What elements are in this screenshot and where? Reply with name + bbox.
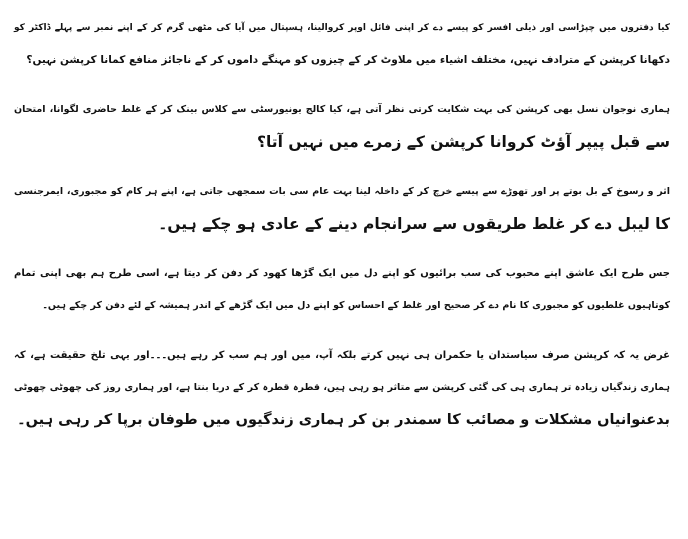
paragraph-line: کیا دفتروں میں چپڑاسی اور ذیلی افسر کو پیسے دے کر اپنی فائل اوپر کروالینا، ہسپتال میں آیا کی مٹھی گرم کر کے اپنے نمبر سے پہلے ڈاکٹر کو [14, 23, 670, 33]
paragraph-line: کا لیبل دے کر غلط طریقوں سے سرانجام دینے کے عادی ہو چکے ہیں۔ [158, 215, 670, 233]
paragraph-line: ہماری زندگیاں زیادہ تر ہماری ہی کی گئی کرپشن سے متاثر ہو رہی ہیں، قطرہ قطرہ کر کے دریا بنتا ہے، اور ہماری روز کی چھوٹی چھوٹی [14, 382, 670, 393]
paragraph-line: دکھانا کرپشن کے مترادف نہیں، مختلف اشیاء میں ملاوٹ کر کے چیزوں کو مہنگے داموں کر کے ناجائز منافع کمانا کرپشن نہیں؟ [26, 54, 670, 66]
paragraph-line: جس طرح ایک عاشق اپنے محبوب کی سب برائیوں کو اپنے دل میں ایک گڑھا کھود کر دفن کر دیتا ہے، اسی طرح ہم بھی اپنی تمام [14, 268, 670, 279]
paragraph-1 [14, 12, 670, 76]
paragraph-4 [14, 258, 670, 322]
paragraph-5 [14, 340, 670, 436]
paragraph-line: بدعنوانیاں مشکلات و مصائب کا سمندر بن کر ہماری زندگیوں میں طوفان برپا کر رہی ہیں۔ [17, 412, 670, 428]
paragraph-2 [14, 94, 670, 158]
paragraph-line: سے قبل پیپر آؤٹ کروانا کرپشن کے زمرے میں نہیں آتا؟ [256, 133, 670, 151]
paragraph-line: اثر و رسوخ کے بل بوتے پر اور تھوڑے سے پیسے خرچ کر کے داخلہ لینا بہت عام سی بات سمجھی جاتی ہے، اپنے ہر کام کو مجبوری، ایمرجنسی [14, 186, 670, 197]
paragraph-line: غرض یہ کہ کرپشن صرف سیاستدان یا حکمران ہی نہیں کرتے بلکہ آپ، میں اور ہم سب کر رہے ہیں۔۔۔اور یہی تلخ حقیقت ہے، کہ [14, 350, 670, 361]
paragraph-line: ہماری نوجوان نسل بھی کرپشن کی بہت شکایت کرتی نظر آتی ہے، کیا کالج یونیورسٹی سے کلاس بینک کر کے غلط حاضری لگوانا، امتحان [14, 104, 670, 115]
paragraph-line: کوتاہیوں غلطیوں کو مجبوری کا نام دے کر صحیح اور غلط کے احساس کو اپنے دل میں ایک گڑھے کے اندر ہمیشہ کے لئے دفن کر چکے ہیں۔ [42, 300, 670, 311]
paragraph-3 [14, 176, 670, 240]
